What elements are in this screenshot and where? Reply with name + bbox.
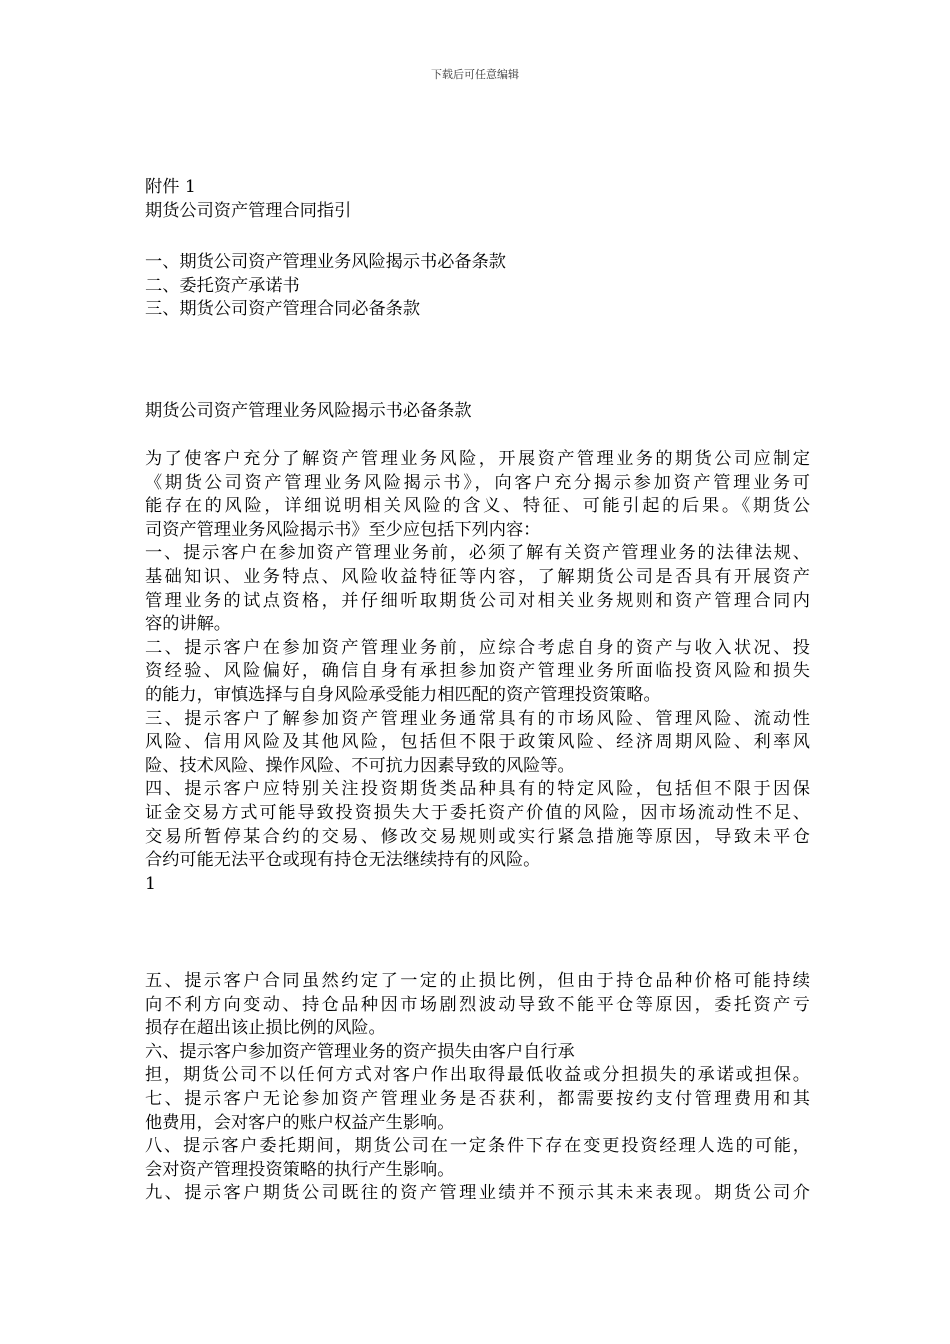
attachment-label: 附件 1	[145, 177, 196, 197]
body-paragraphs-1	[145, 448, 810, 896]
body-line: 司资产管理业务风险揭示书》至少应包括下列内容：	[145, 519, 541, 540]
body-line: 六、提示客户参加资产管理业务的资产损失由客户自行承	[145, 1041, 575, 1062]
body-line: 的能力，审慎选择与自身风险承受能力相匹配的资产管理投资策略。	[145, 684, 661, 705]
section-title: 期货公司资产管理业务风险揭示书必备条款	[145, 401, 472, 421]
table-of-contents	[145, 251, 810, 322]
body-line: 为了使客户充分了解资产管理业务风险，开展资产管理业务的期货公司应制定	[145, 449, 810, 469]
page-number: 1	[145, 873, 156, 894]
body-line: 基础知识、业务特点、风险收益特征等内容，了解期货公司是否具有开展资产	[145, 566, 810, 587]
body-line: 交易所暂停某合约的交易、修改交易规则或实行紧急措施等原因，导致未平仓	[145, 826, 810, 847]
document-title: 期货公司资产管理合同指引	[145, 200, 352, 221]
body-line: 三、提示客户了解参加资产管理业务通常具有的市场风险、管理风险、流动性	[145, 708, 810, 729]
body-line: 他费用，会对客户的账户权益产生影响。	[145, 1112, 455, 1133]
page-header: 下载后可任意编辑	[431, 68, 519, 81]
toc-item: 二、委托资产承诺书	[145, 275, 300, 296]
body-line: 资经验、风险偏好，确信自身有承担参加资产管理业务所面临投资风险和损失	[145, 661, 810, 682]
body-line: 二、提示客户在参加资产管理业务前，应综合考虑自身的资产与收入状况、投	[145, 637, 810, 658]
body-line: 一、提示客户在参加资产管理业务前，必须了解有关资产管理业务的法律法规、	[145, 543, 810, 564]
body-line: 险、技术风险、操作风险、不可抗力因素导致的风险等。	[145, 755, 575, 776]
body-line: 五、提示客户合同虽然约定了一定的止损比例，但由于持仓品种价格可能持续	[145, 971, 810, 991]
body-line: 八、提示客户委托期间，期货公司在一定条件下存在变更投资经理人选的可能，	[145, 1136, 810, 1157]
body-line: 证金交易方式可能导致投资损失大于委托资产价值的风险，因市场流动性不足、	[145, 802, 810, 823]
body-line: 担，期货公司不以任何方式对客户作出取得最低收益或分担损失的承诺或担保。	[145, 1065, 810, 1086]
body-line: 九、提示客户期货公司既往的资产管理业绩并不预示其未来表现。期货公司介	[145, 1183, 810, 1204]
toc-item: 三、期货公司资产管理合同必备条款	[145, 299, 421, 320]
body-paragraphs-2	[145, 970, 810, 1206]
body-line: 四、提示客户应特别关注投资期货类品种具有的特定风险，包括但不限于因保	[145, 779, 810, 800]
body-line: 合约可能无法平仓或现有持仓无法继续持有的风险。	[145, 850, 541, 871]
body-line: 管理业务的试点资格，并仔细听取期货公司对相关业务规则和资产管理合同内	[145, 590, 810, 611]
body-line: 风险、信用风险及其他风险，包括但不限于政策风险、经济周期风险、利率风	[145, 732, 810, 753]
section-heading-block	[145, 400, 810, 424]
body-line: 向不利方向变动、持仓品种因市场剧烈波动导致不能平仓等原因，委托资产亏	[145, 994, 810, 1015]
toc-item: 一、期货公司资产管理业务风险揭示书必备条款	[145, 252, 506, 272]
body-line: 《期货公司资产管理业务风险揭示书》，向客户充分揭示参加资产管理业务可	[145, 472, 810, 493]
body-line: 能存在的风险，详细说明相关风险的含义、特征、可能引起的后果。《期货公	[145, 496, 810, 517]
body-line: 损存在超出该止损比例的风险。	[145, 1018, 386, 1039]
title-block	[145, 176, 810, 223]
body-line: 会对资产管理投资策略的执行产生影响。	[145, 1159, 455, 1180]
body-line: 七、提示客户无论参加资产管理业务是否获利，都需要按约支付管理费用和其	[145, 1088, 810, 1109]
body-line: 容的讲解。	[145, 614, 231, 635]
